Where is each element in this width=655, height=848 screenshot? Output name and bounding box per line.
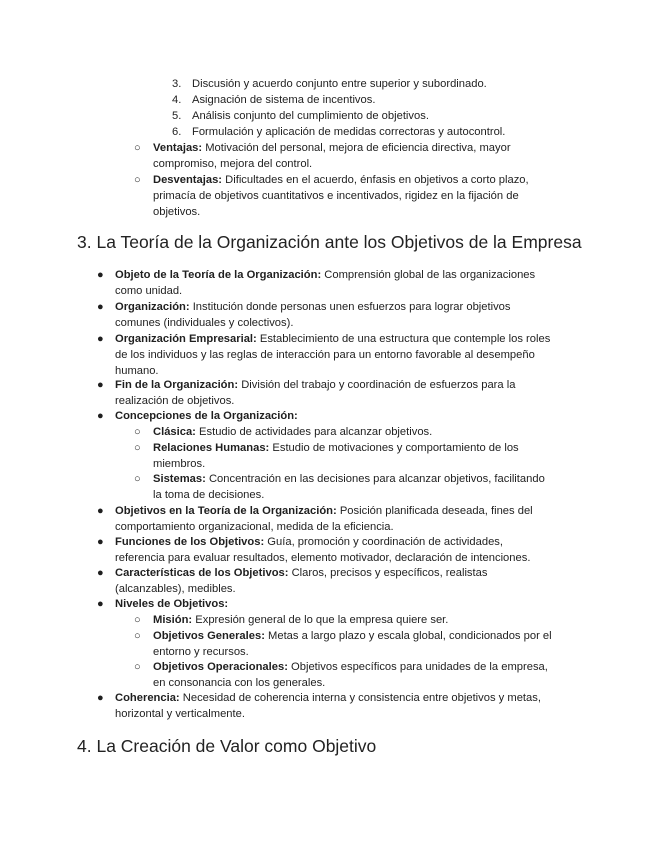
bullet-icon: ● xyxy=(97,536,104,548)
relaciones-item xyxy=(153,440,519,456)
caracteristicas-label: Características de los Objetivos: xyxy=(115,567,289,579)
desventajas-label: Desventajas: xyxy=(153,174,223,186)
ventajas-text: Motivación del personal, mejora de eficiencia directiva, mayor xyxy=(202,142,511,154)
circle-bullet-icon: ○ xyxy=(134,473,141,485)
coherencia-text-cont: horizontal y verticalmente. xyxy=(115,708,245,720)
bullet-icon: ● xyxy=(97,692,104,704)
coherencia-text: Necesidad de coherencia interna y consistencia entre objetivos y metas, xyxy=(179,692,541,704)
empresarial-text-cont: de los individuos y las reglas de interacción para un entorno favorable al desempeño xyxy=(115,349,535,361)
bullet-icon: ● xyxy=(97,333,104,345)
desventajas-item xyxy=(153,172,529,188)
operacionales-item xyxy=(153,659,548,675)
objeto-label: Objeto de la Teoría de la Organización: xyxy=(115,269,322,281)
desventajas-text: Dificultades en el acuerdo, énfasis en objetivos a corto plazo, xyxy=(222,174,529,186)
step-text: Asignación de sistema de incentivos. xyxy=(192,94,376,106)
circle-bullet-icon: ○ xyxy=(134,614,141,626)
ventajas-item xyxy=(153,140,511,156)
caracteristicas-item xyxy=(115,565,487,581)
bullet-icon: ● xyxy=(97,269,104,281)
desventajas-text-cont: objetivos. xyxy=(153,206,201,218)
generales-label: Objetivos Generales: xyxy=(153,630,265,642)
empresarial-label: Organización Empresarial: xyxy=(115,333,257,345)
organizacion-label: Organización: xyxy=(115,301,190,313)
relaciones-text: Estudio de motivaciones y comportamiento de los xyxy=(269,442,519,454)
coherencia-item xyxy=(115,690,541,706)
operacionales-label: Objetivos Operacionales: xyxy=(153,661,288,673)
bullet-icon: ● xyxy=(97,598,104,610)
empresarial-item xyxy=(115,331,550,347)
circle-bullet-icon: ○ xyxy=(134,442,141,454)
desventajas-text-cont: primacía de objetivos cuantitativos e incentivados, rigidez en la fijación de xyxy=(153,190,519,202)
sistemas-item xyxy=(153,471,545,487)
objeto-text: Comprensión global de las organizaciones xyxy=(321,269,536,281)
niveles-label: Niveles de Objetivos: xyxy=(115,598,229,610)
step-text: Discusión y acuerdo conjunto entre superior y subordinado. xyxy=(192,78,487,90)
caracteristicas-text: Claros, precisos y específicos, realistas xyxy=(288,567,488,579)
empresarial-text: Establecimiento de una estructura que contemple los roles xyxy=(256,333,551,345)
step-text: Formulación y aplicación de medidas correctoras y autocontrol. xyxy=(192,126,506,138)
objetivos-teoria-item xyxy=(115,503,533,519)
operacionales-text: Objetivos específicos para unidades de la empresa, xyxy=(287,661,548,673)
bullet-icon: ● xyxy=(97,505,104,517)
organizacion-text-cont: comunes (individuales y colectivos). xyxy=(115,317,294,329)
funciones-label: Funciones de los Objetivos: xyxy=(115,536,265,548)
niveles-item xyxy=(115,596,228,612)
bullet-icon: ● xyxy=(97,567,104,579)
ventajas-text-cont: compromiso, mejora del control. xyxy=(153,158,313,170)
generales-text-cont: entorno y recursos. xyxy=(153,646,249,658)
fin-text: División del trabajo y coordinación de esfuerzos para la xyxy=(238,379,516,391)
mision-text: Expresión general de lo que la empresa quiere ser. xyxy=(192,614,449,626)
fin-text-cont: realización de objetivos. xyxy=(115,395,235,407)
bullet-icon: ● xyxy=(97,379,104,391)
organizacion-item xyxy=(115,299,511,315)
circle-bullet-icon: ○ xyxy=(134,174,141,186)
clasica-item xyxy=(153,424,432,440)
funciones-item xyxy=(115,534,503,550)
funciones-text: Guía, promoción y coordinación de actividades, xyxy=(264,536,504,548)
step-number: 4. xyxy=(172,94,182,106)
ventajas-label: Ventajas: xyxy=(153,142,203,154)
fin-item xyxy=(115,377,515,393)
objeto-item xyxy=(115,267,535,283)
step-number: 3. xyxy=(172,78,182,90)
objetivos-teoria-text: Posición planificada deseada, fines del xyxy=(336,505,533,517)
concepciones-label: Concepciones de la Organización: xyxy=(115,410,298,422)
step-number: 6. xyxy=(172,126,182,138)
sistemas-label: Sistemas: xyxy=(153,473,206,485)
objeto-text-cont: como unidad. xyxy=(115,285,183,297)
section-3-heading: 3. La Teoría de la Organización ante los Objetivos de la Empresa xyxy=(77,232,582,252)
mision-label: Misión: xyxy=(153,614,193,626)
section-4-heading: 4. La Creación de Valor como Objetivo xyxy=(77,736,377,756)
caracteristicas-text-cont: (alcanzables), medibles. xyxy=(115,583,236,595)
clasica-text: Estudio de actividades para alcanzar objetivos. xyxy=(195,426,433,438)
operacionales-text-cont: en consonancia con los generales. xyxy=(153,677,326,689)
coherencia-label: Coherencia: xyxy=(115,692,180,704)
sistemas-text-cont: la toma de decisiones. xyxy=(153,489,265,501)
bullet-icon: ● xyxy=(97,410,104,422)
mision-item xyxy=(153,612,448,628)
generales-item xyxy=(153,628,552,644)
bullet-icon: ● xyxy=(97,301,104,313)
circle-bullet-icon: ○ xyxy=(134,142,141,154)
circle-bullet-icon: ○ xyxy=(134,630,141,642)
circle-bullet-icon: ○ xyxy=(134,661,141,673)
generales-text: Metas a largo plazo y escala global, condicionados por el xyxy=(264,630,552,642)
sistemas-text: Concentración en las decisiones para alcanzar objetivos, facilitando xyxy=(205,473,545,485)
relaciones-text-cont: miembros. xyxy=(153,458,206,470)
step-text: Análisis conjunto del cumplimiento de objetivos. xyxy=(192,110,429,122)
relaciones-label: Relaciones Humanas: xyxy=(153,442,270,454)
organizacion-text: Institución donde personas unen esfuerzos para lograr objetivos xyxy=(189,301,511,313)
empresarial-text-cont: humano. xyxy=(115,365,159,377)
funciones-text-cont: referencia para evaluar resultados, elemento motivador, declaración de intenciones. xyxy=(115,552,531,564)
fin-label: Fin de la Organización: xyxy=(115,379,239,391)
step-number: 5. xyxy=(172,110,182,122)
clasica-label: Clásica: xyxy=(153,426,196,438)
objetivos-teoria-label: Objetivos en la Teoría de la Organización: xyxy=(115,505,337,517)
circle-bullet-icon: ○ xyxy=(134,426,141,438)
objetivos-teoria-text-cont: comportamiento organizacional, medida de la eficiencia. xyxy=(115,521,394,533)
concepciones-item xyxy=(115,408,298,424)
